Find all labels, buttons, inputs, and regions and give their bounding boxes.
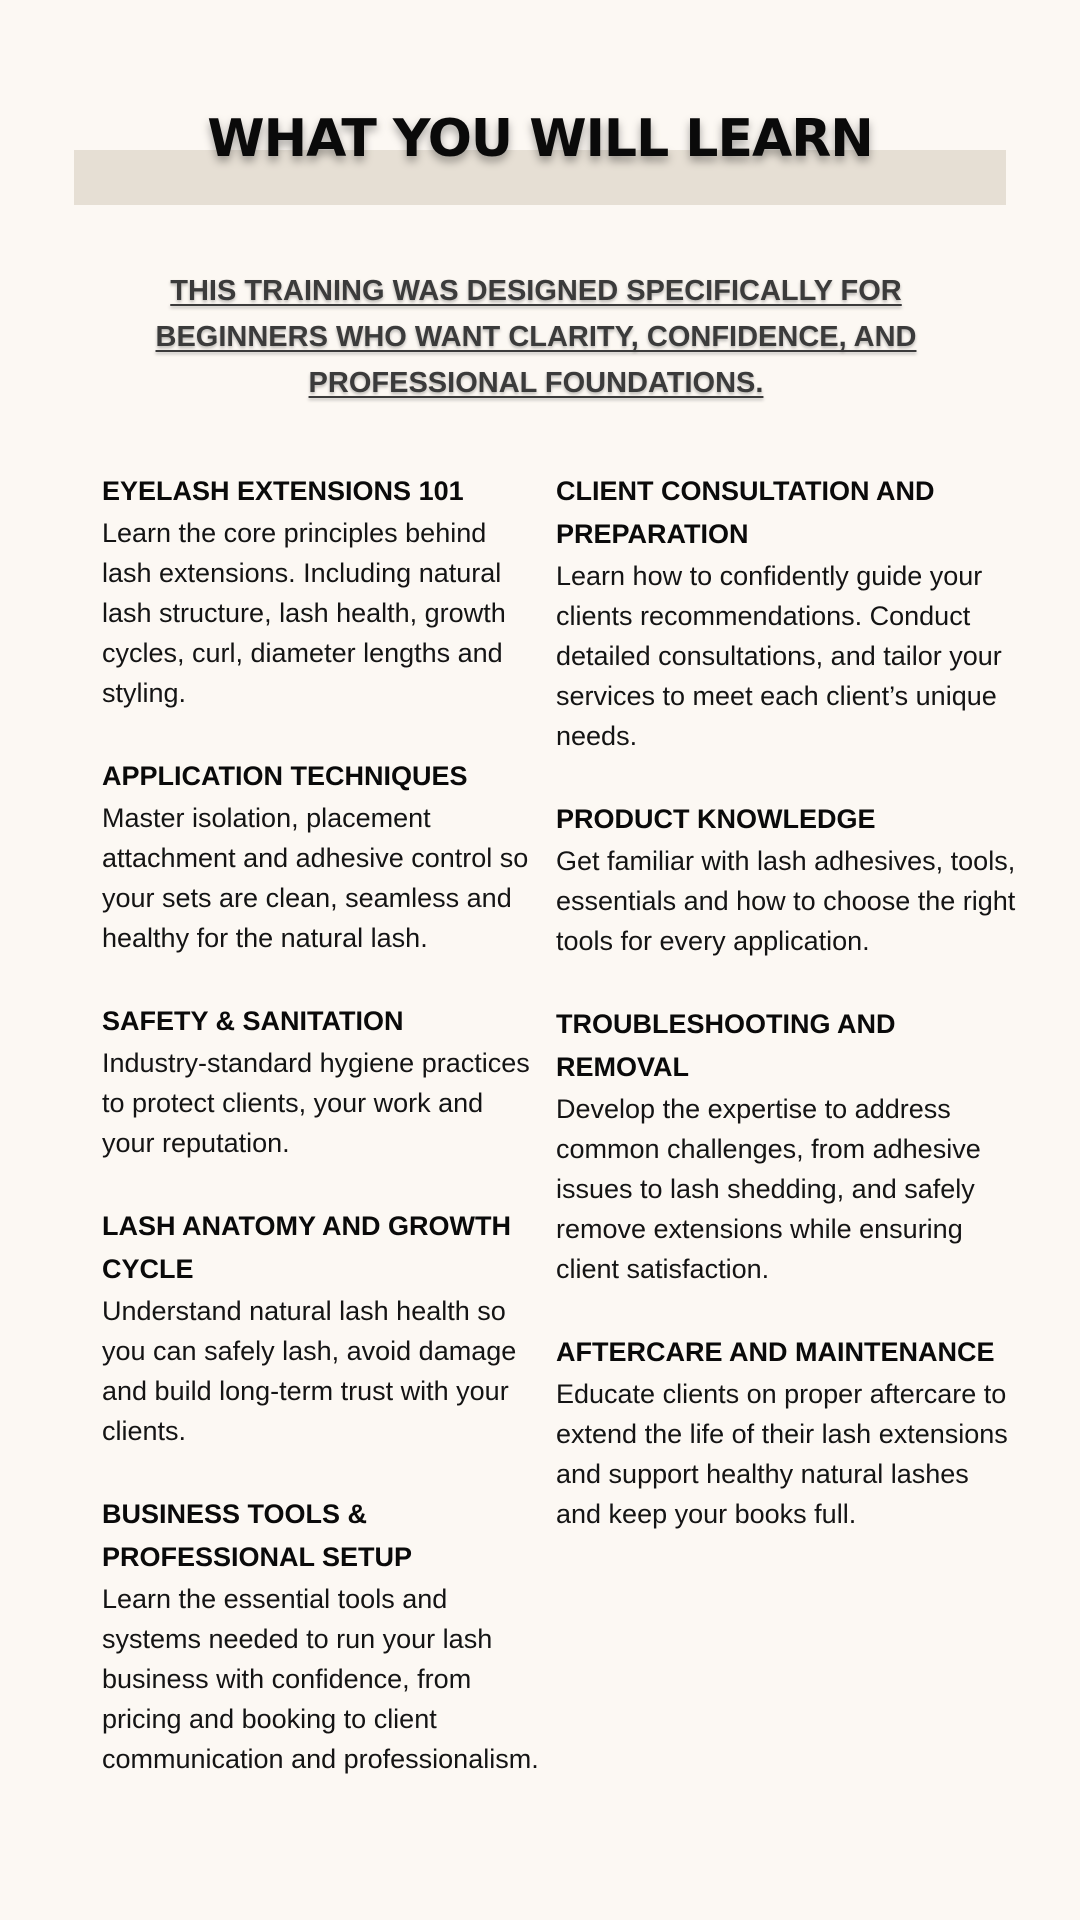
section-business-tools-setup	[102, 1493, 540, 1779]
section-body: Master isolation, placement attachment and adhesive control so your sets are clean, seamless and healthy for the natural lash.	[102, 803, 529, 953]
left-column	[102, 470, 540, 1821]
page-subtitle: THIS TRAINING WAS DESIGNED SPECIFICALLY FOR BEGINNERS WHO WANT CLARITY, CONFIDENCE, AND PROFESSIONAL FOUNDATIONS.	[155, 275, 917, 399]
section-body: Industry-standard hygiene practices to protect clients, your work and your reputation.	[102, 1048, 530, 1158]
section-heading: PRODUCT KNOWLEDGE	[556, 804, 876, 834]
section-heading: EYELASH EXTENSIONS 101	[102, 476, 464, 506]
section-body: Get familiar with lash adhesives, tools, essentials and how to choose the right tools for every application.	[556, 846, 1016, 956]
section-body: Develop the expertise to address common challenges, from adhesive issues to lash shedding, and safely remove extensions while ensuring client satisfaction.	[556, 1094, 981, 1284]
section-heading: CLIENT CONSULTATION AND PREPARATION	[556, 476, 935, 549]
section-body: Learn how to confidently guide your clients recommendations. Conduct detailed consultations, and tailor your services to meet each client’s unique needs.	[556, 561, 1002, 751]
section-heading: AFTERCARE AND MAINTENANCE	[556, 1337, 995, 1367]
section-body: Learn the essential tools and systems needed to run your lash business with confidence, from pricing and booking to client communication and professionalism.	[102, 1584, 539, 1774]
section-heading: SAFETY & SANITATION	[102, 1006, 404, 1036]
page-title: WHAT YOU WILL LEARN	[207, 109, 873, 169]
section-lash-anatomy-growth-cycle	[102, 1205, 540, 1451]
section-heading: LASH ANATOMY AND GROWTH CYCLE	[102, 1211, 511, 1284]
section-troubleshooting-removal	[556, 1003, 1016, 1289]
section-heading: BUSINESS TOOLS & PROFESSIONAL SETUP	[102, 1499, 413, 1572]
section-body: Learn the core principles behind lash extensions. Including natural lash structure, lash health, growth cycles, curl, diameter lengths and styling.	[102, 518, 506, 708]
right-column	[556, 470, 1016, 1576]
section-body: Understand natural lash health so you can safely lash, avoid damage and build long-term trust with your clients.	[102, 1296, 517, 1446]
section-safety-sanitation	[102, 1000, 540, 1163]
section-heading: TROUBLESHOOTING AND REMOVAL	[556, 1009, 896, 1082]
section-application-techniques	[102, 755, 540, 958]
section-body: Educate clients on proper aftercare to extend the life of their lash extensions and support healthy natural lashes and keep your books full.	[556, 1379, 1008, 1529]
section-client-consultation	[556, 470, 1016, 756]
section-heading: APPLICATION TECHNIQUES	[102, 761, 468, 791]
section-product-knowledge	[556, 798, 1016, 961]
section-aftercare-maintenance	[556, 1331, 1016, 1534]
section-eyelash-extensions-101	[102, 470, 540, 713]
